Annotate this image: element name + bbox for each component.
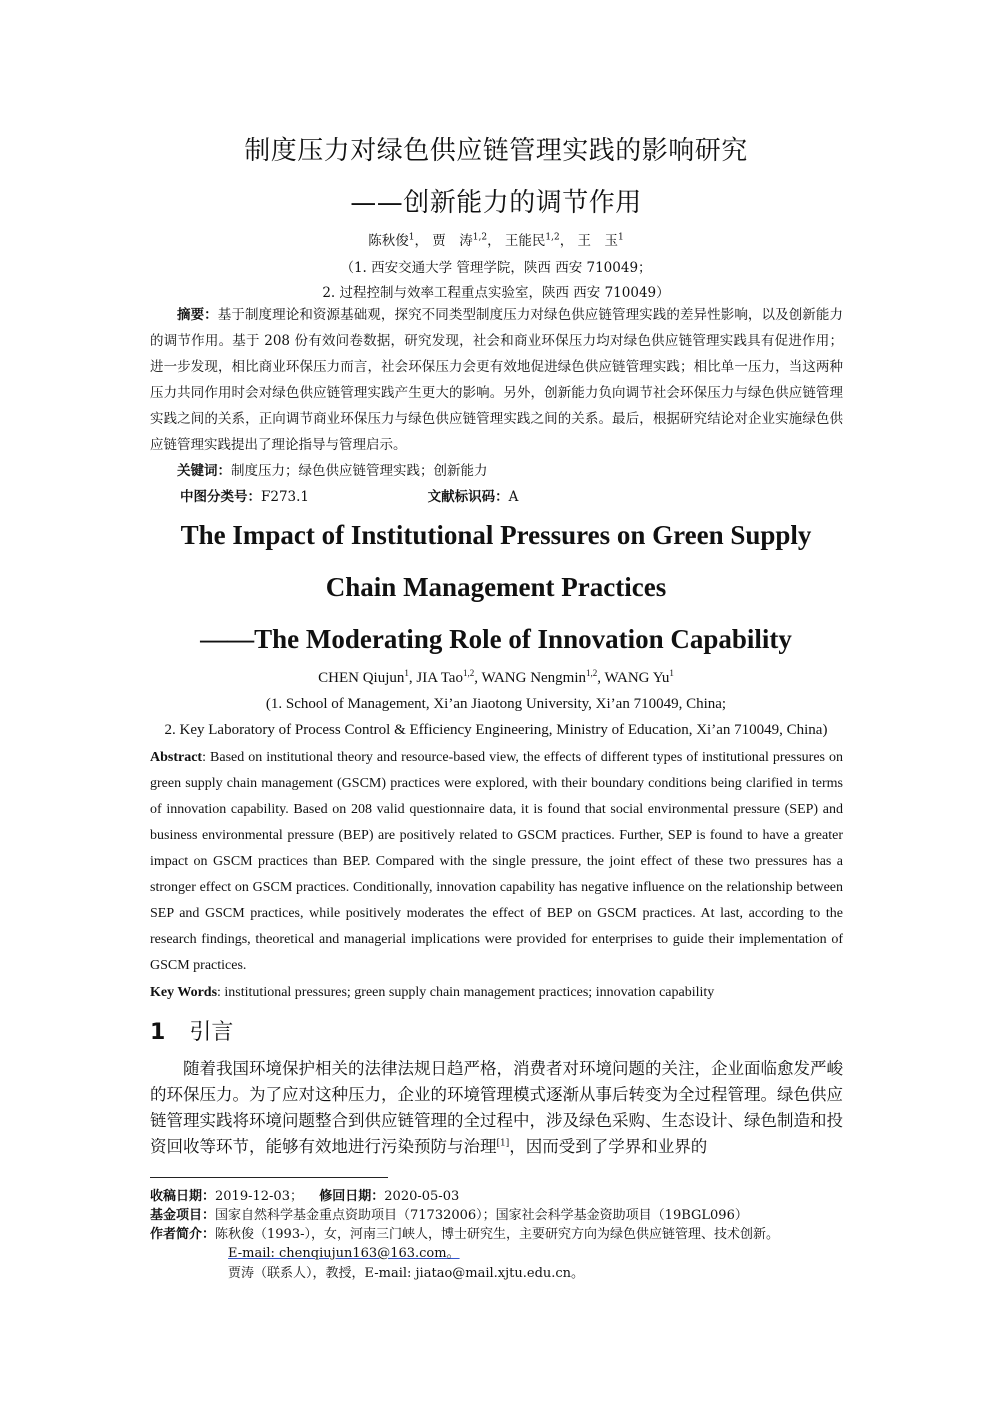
author-label: 作者简介： [150,1227,216,1242]
en-affiliation: 2. Key Laboratory of Process Control & Efficiency Engineering, Ministry of Education, Xi’an 710049, China) [164,722,828,738]
en-title-line1: The Impact of Institutional Pressures on Green Supply [180,520,812,550]
cn-author-aff: 1 [618,232,624,243]
en-abstract-text: : Based on institutional theory and resource-based view, the effects of different types of institutional pressures on green supply chain management (GSCM) practices were explored, with their boundary conditions being clarified in terms of innovation capability. Based on 208 valid questionnaire data, it is found that social environmental pressure (SEP) and business environmental pressure (BEP) are positively related to GSCM practices. Further, SEP is found to have a greater impact on GSCM practices than BEP. Compared with the single pressure, the joint effect of these two pressures has a stronger effect on GSCM practices. Conditionally, innovation capability has negative influence on the relationship between SEP and GSCM practices, while positively moderates the effect of BEP on GSCM practices. At last, according to the research findings, theoretical and managerial implications were provided for enterprises to guide their implementation of GSCM practices. [150,750,843,973]
received-label: 收稿日期： [150,1189,216,1204]
cn-affiliation: 2. 过程控制与效率工程重点实验室，陕西 西安 710049） [322,285,670,301]
en-affiliation: (1. School of Management, Xi’an Jiaotong University, Xi’an 710049, China; [265,696,727,712]
cn-author-aff: 1,2 [545,232,560,243]
cn-keywords-text: 制度压力；绿色供应链管理实践；创新能力 [231,463,488,479]
cn-author: 陈秋俊 [368,233,409,249]
cn-classification [180,484,843,510]
cn-title-main: 制度压力对绿色供应链管理实践的影响研究 [244,136,748,166]
en-authors: CHEN Qiujun$^1$, JIA Tao$^{1,2}$, WANG Nengmin$^{1,2}$, WANG Yu$^1$ [318,668,674,686]
cn-abstract-text: 基于制度理论和资源基础观，探究不同类型制度压力对绿色供应链管理实践的差异性影响，以及创新能力的调节作用。基于 208 份有效问卷数据，研究发现，社会和商业环保压力均对绿色供应链管理实践具有促进作用；进一步发现，相比商业环保压力而言，社会环保压力会更有效地促进绿色供应链管理实践；相比单一压力，当这两种压力共同作用时会对绿色供应链管理实践产生更大的影响。另外，创新能力负向调节社会环保压力与绿色供应链管理实践之间的关系，正向调节商业环保压力与绿色供应链管理实践之间的关系。最后，根据研究结论对企业实施绿色供应链管理实践提出了理论指导与管理启示。 [150,307,843,453]
en-author-aff: 1,2 [586,668,598,678]
en-author-aff: 1 [669,668,674,678]
cn-author: 王 玉 [577,233,619,249]
footnote-author2: 贾涛（联系人），教授，E-mail: jiatao@mail.xjtu.edu.cn。 [228,1266,585,1281]
en-author: JIA Tao [416,670,463,686]
en-author: WANG Yu [604,670,670,686]
citation: [1] [496,1138,510,1149]
section-title: 引言 [189,1020,234,1045]
intro-text-tail: ，因而受到了学界和业界的 [509,1137,708,1156]
footnote-fund [150,1206,850,1225]
en-title-line2: Chain Management Practices [325,572,667,602]
doc-code-label: 文献标识码： [427,489,509,505]
cn-title-sub: ——创新能力的调节作用 [350,188,642,218]
author-text: 陈秋俊（1993-），女，河南三门峡人，博士研究生，主要研究方向为绿色供应链管理、技术创新。 [215,1227,779,1242]
en-abstract [150,745,843,979]
section-number: 1 [150,1020,166,1045]
en-keywords [150,980,843,1006]
cn-abstract [150,302,843,458]
footnote-email1 [228,1244,848,1263]
cn-authors: 陈秋俊$^1$， 贾 涛$^{1,2}$， 王能民$^{1,2}$， 王 玉$^1$ [368,232,624,249]
intro-text: 随着我国环境保护相关的法律法规日趋严格，消费者对环境问题的关注，企业面临愈发严峻的环保压力。为了应对这种压力，企业的环境管理模式逐渐从事后转变为全过程管理。绿色供应链管理实践将环境问题整合到供应链管理的全过程中，涉及绿色采购、生态设计、绿色制造和投资回收等环节，能够有效地进行污染预防与治理 [150,1059,843,1156]
email-link[interactable]: E-mail: chenqiujun163@163.com。 [228,1246,460,1261]
cn-author-aff: 1 [408,232,415,243]
en-keywords-label: Key Words [150,985,218,1000]
en-author-aff: 1 [404,668,409,678]
footnote-dates [150,1187,850,1206]
en-title-line3: ——The Moderating Role of Innovation Capability [200,624,792,654]
en-author-aff: 1,2 [462,668,475,678]
cn-author: 贾 涛 [432,233,473,249]
footnote-rule [150,1177,388,1178]
cn-keywords-label: 关键词： [177,463,231,479]
received-date: 2019-12-03； [215,1189,303,1204]
doc-code-value: A [508,489,519,505]
cn-keywords [150,458,843,484]
en-abstract-label: Abstract [150,750,203,765]
fund-text: 国家自然科学基金重点资助项目（71732006）；国家社会科学基金资助项目（19BGL096） [215,1208,748,1223]
cn-affiliation: （1. 西安交通大学 管理学院，陕西 西安 710049； [340,260,652,276]
en-author: WANG Nengmin [481,670,587,686]
revised-label: 修回日期： [319,1189,385,1204]
footnote-author [150,1225,850,1244]
fund-label: 基金项目： [150,1208,216,1223]
cn-author: 王能民 [504,233,546,249]
cn-abstract-label: 摘要： [177,307,218,323]
cn-author-aff: 1,2 [472,232,488,243]
clc-label: 中图分类号： [180,489,261,505]
en-keywords-text: : institutional pressures; green supply chain management practices; innovation capability [217,985,715,1000]
intro-paragraph [150,1056,843,1160]
clc-value: F273.1 [261,489,310,505]
en-author: CHEN Qiujun [318,670,405,686]
revised-date: 2020-05-03 [384,1189,460,1204]
section-heading [150,1015,233,1046]
